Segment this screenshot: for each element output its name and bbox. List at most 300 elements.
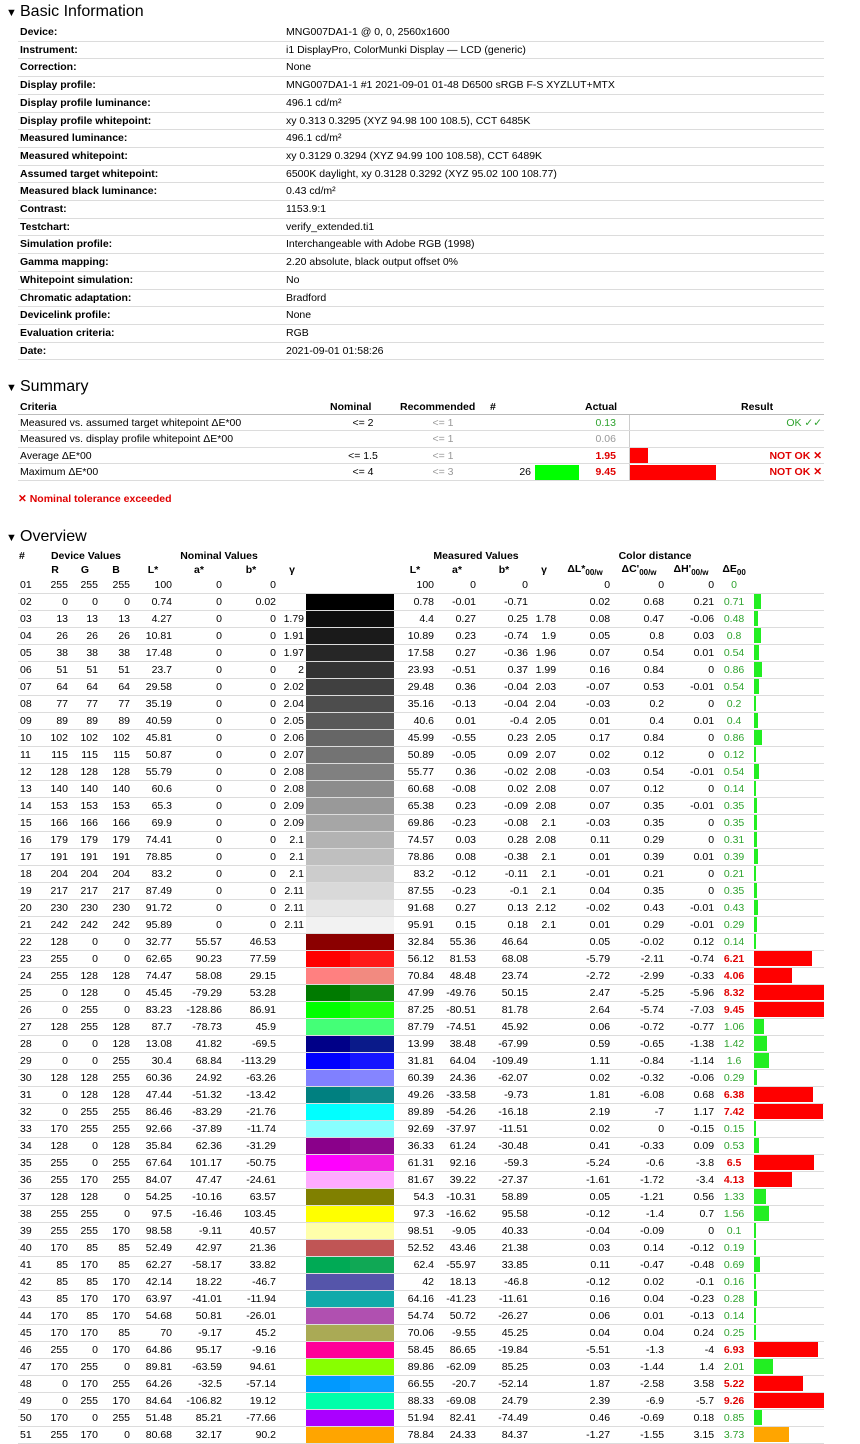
count-bar-cell	[533, 414, 583, 431]
color-swatch	[306, 1069, 394, 1086]
cell-g: 255	[70, 1120, 100, 1137]
cell-m-a: 61.24	[436, 1137, 478, 1154]
cell-id: 39	[18, 1222, 40, 1239]
cell-id: 37	[18, 1188, 40, 1205]
color-swatch	[306, 763, 394, 780]
measured-swatch	[350, 1240, 394, 1256]
cell-m-b: -0.04	[478, 695, 530, 712]
cell-dC: -1.72	[612, 1171, 666, 1188]
cell-m-L: 89.89	[394, 1103, 436, 1120]
measured-swatch	[350, 747, 394, 763]
cell-dL: 0	[558, 577, 612, 594]
result-cell	[739, 431, 824, 448]
cell-r: 85	[40, 1273, 70, 1290]
cell-m-b: -109.49	[478, 1052, 530, 1069]
cell-id: 18	[18, 865, 40, 882]
cell-id: 41	[18, 1256, 40, 1273]
cell-g: 0	[70, 1154, 100, 1171]
cell-nom-gamma	[278, 1120, 306, 1137]
cell-m-L: 32.84	[394, 933, 436, 950]
delta-e-bar-cell	[752, 1001, 824, 1018]
info-label: Instrument:	[18, 41, 284, 59]
delta-e-bar-cell	[752, 865, 824, 882]
cell-nom-a: -63.59	[174, 1358, 224, 1375]
cell-g: 0	[70, 1035, 100, 1052]
color-swatch	[306, 1392, 394, 1409]
cell-m-b: -0.1	[478, 882, 530, 899]
cell-dL: 0.02	[558, 1120, 612, 1137]
cell-nom-a: 0	[174, 695, 224, 712]
cell-id: 34	[18, 1137, 40, 1154]
info-value: xy 0.313 0.3295 (XYZ 94.98 100 108.5), CCT 6485K	[284, 112, 824, 130]
cell-dC: 0.21	[612, 865, 666, 882]
delta-e-bar-cell	[752, 1426, 824, 1443]
cell-nom-L: 67.64	[132, 1154, 174, 1171]
delta-e-bar-cell	[752, 1154, 824, 1171]
cell-nom-L: 74.41	[132, 831, 174, 848]
cell-m-a: 0.23	[436, 627, 478, 644]
cell-dL: -0.03	[558, 695, 612, 712]
info-label: Measured whitepoint:	[18, 147, 284, 165]
cell-dH: -0.01	[666, 763, 716, 780]
cell-nom-L: 65.3	[132, 797, 174, 814]
cell-m-L: 13.99	[394, 1035, 436, 1052]
cell-dH: 0.18	[666, 1409, 716, 1426]
cell-m-gamma	[530, 1188, 558, 1205]
cell-m-gamma: 2.07	[530, 746, 558, 763]
cell-nom-a: 0	[174, 661, 224, 678]
cell-m-a: -9.55	[436, 1324, 478, 1341]
info-value: Interchangeable with Adobe RGB (1998)	[284, 236, 824, 254]
color-swatch	[306, 1307, 394, 1324]
cell-dE: 1.6	[716, 1052, 752, 1069]
measured-swatch	[350, 1359, 394, 1375]
cell-nom-a: 0	[174, 593, 224, 610]
overview-row	[18, 950, 824, 967]
cell-nom-gamma	[278, 1052, 306, 1069]
cell-b: 51	[100, 661, 132, 678]
cell-m-a: 82.41	[436, 1409, 478, 1426]
cell-nom-L: 45.45	[132, 984, 174, 1001]
nominal-swatch	[306, 679, 350, 695]
overview-row	[18, 865, 824, 882]
collapse-triangle-icon[interactable]: ▼	[6, 7, 17, 19]
cell-dL: -0.02	[558, 899, 612, 916]
delta-e-bar-cell	[752, 814, 824, 831]
cell-r: 0	[40, 1086, 70, 1103]
cell-m-a: -33.58	[436, 1086, 478, 1103]
cell-g: 85	[70, 1273, 100, 1290]
cell-nom-a: 0	[174, 916, 224, 933]
cell-b: 170	[100, 1341, 132, 1358]
cell-m-L: 56.12	[394, 950, 436, 967]
cell-r: 0	[40, 1103, 70, 1120]
cell-nom-a: 0	[174, 610, 224, 627]
cell-m-a: -0.05	[436, 746, 478, 763]
nominal-swatch	[306, 1206, 350, 1222]
delta-e-bar	[754, 1206, 769, 1221]
delta-e-bar	[754, 951, 812, 966]
delta-e-bar-cell	[752, 593, 824, 610]
actual-cell: 0.13	[583, 414, 629, 431]
overview-row	[18, 577, 824, 594]
cell-m-L: 54.3	[394, 1188, 436, 1205]
cell-m-b: 84.37	[478, 1426, 530, 1443]
measured-swatch	[350, 849, 394, 865]
actual-bar-cell	[629, 414, 739, 431]
delta-e-bar-cell	[752, 797, 824, 814]
measured-swatch	[350, 696, 394, 712]
cell-dL: 0.05	[558, 627, 612, 644]
cell-nom-gamma	[278, 1103, 306, 1120]
info-row	[18, 201, 824, 219]
cell-nom-L: 17.48	[132, 644, 174, 661]
cell-nom-gamma	[278, 1324, 306, 1341]
overview-row	[18, 814, 824, 831]
summary-row	[18, 447, 824, 464]
cell-dC: 0.35	[612, 814, 666, 831]
cell-nom-a: -16.46	[174, 1205, 224, 1222]
info-row	[18, 289, 824, 307]
cell-nom-b: 0	[224, 814, 278, 831]
cell-m-a: -0.51	[436, 661, 478, 678]
cell-m-a: 0.03	[436, 831, 478, 848]
measured-swatch	[350, 951, 394, 967]
cell-dL: 0.02	[558, 746, 612, 763]
overview-row	[18, 644, 824, 661]
delta-e-bar	[754, 730, 762, 745]
color-swatch	[306, 644, 394, 661]
cell-m-a: 0.23	[436, 797, 478, 814]
cell-g: 85	[70, 1307, 100, 1324]
info-row	[18, 147, 824, 165]
col-nominal-a: a*	[194, 563, 204, 576]
cell-m-gamma	[530, 1154, 558, 1171]
cell-m-a: -0.13	[436, 695, 478, 712]
cell-nom-a: 0	[174, 577, 224, 594]
overview-row	[18, 1239, 824, 1256]
cell-nom-a: -106.82	[174, 1392, 224, 1409]
cell-m-gamma: 2.1	[530, 814, 558, 831]
color-swatch	[306, 1035, 394, 1052]
cell-dL: 1.87	[558, 1375, 612, 1392]
cell-m-gamma: 2.04	[530, 695, 558, 712]
cell-g: 179	[70, 831, 100, 848]
cell-dE: 0.28	[716, 1290, 752, 1307]
cell-dH: 0	[666, 882, 716, 899]
cell-id: 28	[18, 1035, 40, 1052]
cell-dH: -1.38	[666, 1035, 716, 1052]
device-values-header: Device Values	[50, 549, 122, 562]
cell-b: 242	[100, 916, 132, 933]
cell-m-gamma	[530, 1103, 558, 1120]
cell-m-a: -10.31	[436, 1188, 478, 1205]
delta-e-bar	[754, 985, 824, 1000]
nominal-swatch	[306, 1291, 350, 1307]
cell-g: 0	[70, 1409, 100, 1426]
cell-nom-L: 100	[132, 577, 174, 594]
cell-dC: -2.58	[612, 1375, 666, 1392]
cell-r: 128	[40, 1188, 70, 1205]
cell-nom-L: 13.08	[132, 1035, 174, 1052]
cell-dH: 0.7	[666, 1205, 716, 1222]
overview-row	[18, 831, 824, 848]
overview-heading[interactable]: ▼ Overview	[0, 525, 860, 549]
cell-nom-b: -26.01	[224, 1307, 278, 1324]
overview-row	[18, 984, 824, 1001]
cell-id: 04	[18, 627, 40, 644]
cell-b: 255	[100, 1120, 132, 1137]
cell-dC: 0.14	[612, 1239, 666, 1256]
col-delta-E: $\Delta E_{00}$	[722, 562, 746, 577]
cell-r: 128	[40, 933, 70, 950]
delta-e-bar-cell	[752, 1171, 824, 1188]
cell-m-a: -54.26	[436, 1103, 478, 1120]
cell-nom-b: 0.02	[224, 593, 278, 610]
nominal-swatch	[306, 1427, 350, 1443]
summary-row	[18, 431, 824, 448]
cell-m-a: -16.62	[436, 1205, 478, 1222]
cell-nom-L: 51.48	[132, 1409, 174, 1426]
cell-r: 128	[40, 1137, 70, 1154]
cell-m-L: 31.81	[394, 1052, 436, 1069]
cell-nom-a: 0	[174, 763, 224, 780]
delta-e-bar	[754, 883, 757, 898]
cell-g: 230	[70, 899, 100, 916]
cell-nom-b: 45.2	[224, 1324, 278, 1341]
cell-nom-L: 29.58	[132, 678, 174, 695]
cell-m-b: -0.38	[478, 848, 530, 865]
cell-id: 45	[18, 1324, 40, 1341]
cell-nom-gamma: 2.11	[278, 899, 306, 916]
cell-b: 0	[100, 950, 132, 967]
cell-dC: -0.32	[612, 1069, 666, 1086]
cell-r: 170	[40, 1358, 70, 1375]
actual-cell: 1.95	[583, 447, 629, 464]
cell-dH: 0.56	[666, 1188, 716, 1205]
cell-nom-L: 78.85	[132, 848, 174, 865]
cell-dL: 1.81	[558, 1086, 612, 1103]
measured-swatch	[350, 713, 394, 729]
cell-nom-a: -79.29	[174, 984, 224, 1001]
cell-id: 19	[18, 882, 40, 899]
cell-m-a: 0.36	[436, 678, 478, 695]
cell-m-L: 58.45	[394, 1341, 436, 1358]
cell-r: 255	[40, 1171, 70, 1188]
cell-nom-L: 54.68	[132, 1307, 174, 1324]
cell-nom-b: 86.91	[224, 1001, 278, 1018]
cell-id: 16	[18, 831, 40, 848]
nominal-cell: <= 2	[328, 414, 398, 431]
cell-nom-gamma	[278, 577, 306, 594]
cell-r: 255	[40, 1426, 70, 1443]
cell-m-b: -62.07	[478, 1069, 530, 1086]
cell-m-gamma	[530, 1018, 558, 1035]
cell-dC: 0.01	[612, 1307, 666, 1324]
cell-dE: 0.35	[716, 814, 752, 831]
cell-m-a: 24.33	[436, 1426, 478, 1443]
cell-nom-b: -46.7	[224, 1273, 278, 1290]
cell-dL: -1.27	[558, 1426, 612, 1443]
cell-dH: -5.96	[666, 984, 716, 1001]
cell-dE: 7.42	[716, 1103, 752, 1120]
cell-id: 21	[18, 916, 40, 933]
cell-nom-L: 10.81	[132, 627, 174, 644]
cell-dL: 0.06	[558, 1018, 612, 1035]
cell-nom-gamma: 1.79	[278, 610, 306, 627]
cell-m-gamma: 1.96	[530, 644, 558, 661]
overview-row	[18, 916, 824, 933]
cell-m-gamma	[530, 1137, 558, 1154]
cell-dH: 1.4	[666, 1358, 716, 1375]
cell-m-L: 0.78	[394, 593, 436, 610]
cell-nom-b: -24.61	[224, 1171, 278, 1188]
measured-swatch	[350, 1342, 394, 1358]
delta-e-bar-cell	[752, 933, 824, 950]
cell-m-a: 0	[436, 577, 478, 594]
overview-row	[18, 610, 824, 627]
basic-information-heading[interactable]: ▼ Basic Information	[0, 0, 860, 24]
color-swatch	[306, 1358, 394, 1375]
cell-nom-L: 86.46	[132, 1103, 174, 1120]
cell-nom-b: -63.26	[224, 1069, 278, 1086]
cell-dH: 0	[666, 814, 716, 831]
cell-m-L: 4.4	[394, 610, 436, 627]
info-row	[18, 254, 824, 272]
info-value: 496.1 cd/m²	[284, 94, 824, 112]
overview-row	[18, 882, 824, 899]
color-swatch	[306, 797, 394, 814]
cell-m-L: 54.74	[394, 1307, 436, 1324]
measured-swatch	[350, 1172, 394, 1188]
info-value: RGB	[284, 324, 824, 342]
cell-m-a: 0.27	[436, 644, 478, 661]
cell-g: 170	[70, 1324, 100, 1341]
delta-e-bar-cell	[752, 712, 824, 729]
cell-m-gamma	[530, 1307, 558, 1324]
cell-dE: 0.29	[716, 916, 752, 933]
result-cell: NOT OK ✕	[739, 447, 824, 464]
overview-row	[18, 1392, 824, 1409]
cell-nom-L: 35.84	[132, 1137, 174, 1154]
measured-swatch	[350, 1138, 394, 1154]
collapse-triangle-icon[interactable]: ▼	[6, 531, 17, 544]
cell-m-b: 0.13	[478, 899, 530, 916]
delta-e-bar-cell	[752, 1324, 824, 1341]
overview-row	[18, 780, 824, 797]
basic-information-table	[18, 24, 824, 360]
cell-nom-a: 0	[174, 746, 224, 763]
cell-b: 217	[100, 882, 132, 899]
cell-nom-L: 60.6	[132, 780, 174, 797]
cell-m-L: 23.93	[394, 661, 436, 678]
measured-swatch	[350, 917, 394, 933]
info-label: Display profile:	[18, 77, 284, 95]
cell-nom-gamma: 2.07	[278, 746, 306, 763]
cell-dC: -1.55	[612, 1426, 666, 1443]
nominal-swatch	[306, 1019, 350, 1035]
info-value: MNG007DA1-1 @ 0, 0, 2560x1600	[284, 24, 824, 41]
cell-dH: 0	[666, 1222, 716, 1239]
cell-m-gamma: 1.99	[530, 661, 558, 678]
summary-heading[interactable]: ▼ Summary	[0, 375, 860, 399]
cell-dL: -0.12	[558, 1273, 612, 1290]
color-swatch	[306, 695, 394, 712]
cell-g: 255	[70, 1018, 100, 1035]
delta-e-bar	[754, 1427, 789, 1442]
cell-dH: -0.48	[666, 1256, 716, 1273]
cell-m-L: 64.16	[394, 1290, 436, 1307]
cell-dH: 0	[666, 780, 716, 797]
info-label: Measured luminance:	[18, 130, 284, 148]
cell-m-gamma	[530, 1239, 558, 1256]
color-swatch	[306, 1137, 394, 1154]
cell-m-gamma	[530, 1001, 558, 1018]
info-row	[18, 271, 824, 289]
nominal-swatch	[306, 934, 350, 950]
cell-b: 255	[100, 1069, 132, 1086]
cell-nom-b: -77.66	[224, 1409, 278, 1426]
nominal-swatch	[306, 1070, 350, 1086]
delta-e-bar-cell	[752, 627, 824, 644]
criteria-header: Criteria	[18, 399, 328, 414]
nominal-cell: <= 4	[328, 464, 398, 481]
count-bar-cell	[533, 464, 583, 481]
delta-e-bar	[754, 832, 757, 847]
cell-r: 170	[40, 1239, 70, 1256]
cell-b: 85	[100, 1256, 132, 1273]
cell-b: 128	[100, 1035, 132, 1052]
cell-nom-a: 47.47	[174, 1171, 224, 1188]
measured-swatch	[350, 577, 394, 593]
color-swatch	[306, 678, 394, 695]
cell-nom-gamma	[278, 950, 306, 967]
cell-g: 128	[70, 984, 100, 1001]
recommended-cell: <= 1	[398, 447, 488, 464]
cell-dE: 0.31	[716, 831, 752, 848]
cell-m-gamma: 2.08	[530, 763, 558, 780]
cell-dL: 0.07	[558, 780, 612, 797]
cell-dE: 1.56	[716, 1205, 752, 1222]
cell-m-b: 21.38	[478, 1239, 530, 1256]
cell-m-a: 0.27	[436, 610, 478, 627]
cell-dC: 0.47	[612, 610, 666, 627]
cell-nom-b: -11.94	[224, 1290, 278, 1307]
delta-e-bar-cell	[752, 1018, 824, 1035]
info-row	[18, 183, 824, 201]
collapse-triangle-icon[interactable]: ▼	[6, 382, 17, 395]
cell-r: 51	[40, 661, 70, 678]
cell-nom-b: 19.12	[224, 1392, 278, 1409]
cell-b: 166	[100, 814, 132, 831]
cell-dC: 0.04	[612, 1290, 666, 1307]
cell-id: 10	[18, 729, 40, 746]
measured-swatch	[350, 1036, 394, 1052]
cell-nom-a: 42.97	[174, 1239, 224, 1256]
cell-dE: 0.8	[716, 627, 752, 644]
info-label: Testchart:	[18, 218, 284, 236]
cell-b: 0	[100, 1358, 132, 1375]
cell-g: 153	[70, 797, 100, 814]
cell-nom-L: 52.49	[132, 1239, 174, 1256]
cell-m-b: -46.8	[478, 1273, 530, 1290]
nominal-swatch	[306, 1087, 350, 1103]
cell-id: 14	[18, 797, 40, 814]
cell-id: 24	[18, 967, 40, 984]
delta-e-bar-cell	[752, 1205, 824, 1222]
actual-header: Actual	[583, 399, 629, 414]
cell-m-L: 55.77	[394, 763, 436, 780]
